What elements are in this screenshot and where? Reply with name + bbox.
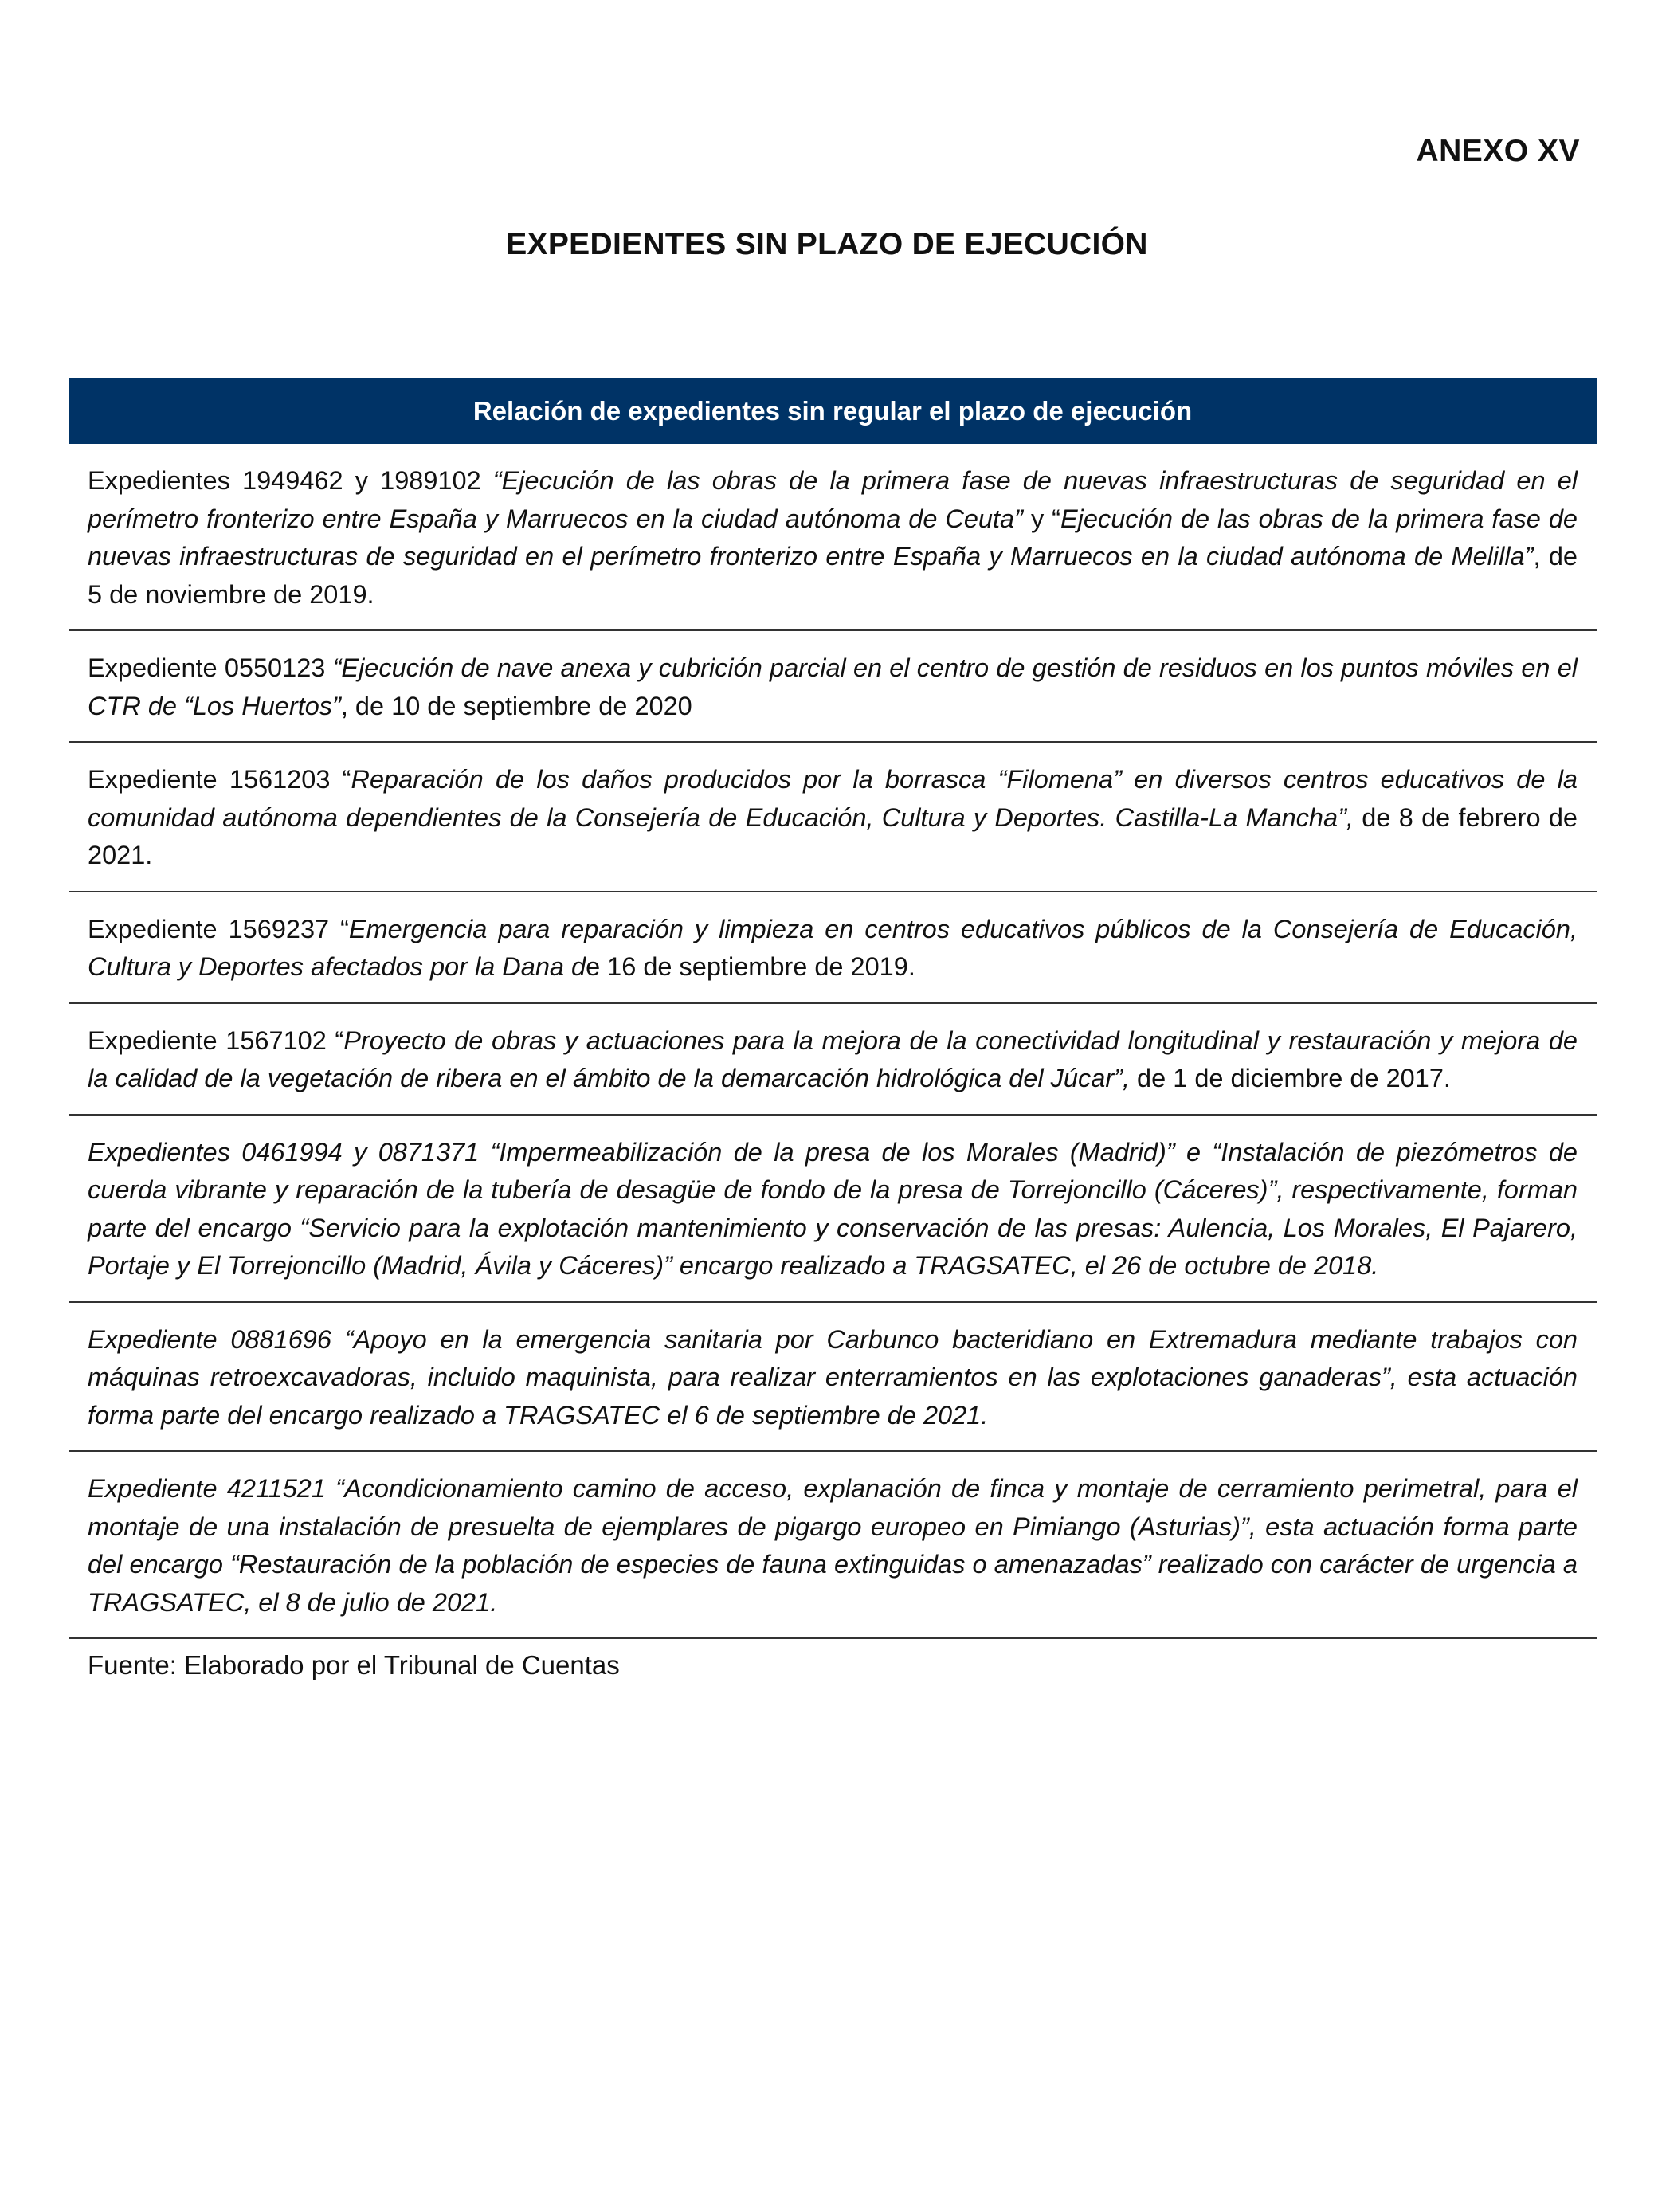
row-text: Expediente 0881696 “Apoyo en la emergencia sanitaria por Carbunco bacteridiano en Extremadura mediante trabajos con máquinas retroexcavadoras, incluido maquinista, para realizar enterramientos en las explotaciones ganaderas”, esta actuación forma parte del encargo realizado a TRAGSATEC el 6 de septiembre de 2021. — [88, 1324, 1578, 1430]
expedientes-table — [69, 378, 1597, 1639]
table-row — [69, 631, 1597, 743]
row-text: Reparación de los daños producidos por la borrasca “Filomena” en diversos centros educativos de la comunidad autónoma dependientes de la Consejería de Educación, Cultura y Deportes. Castilla-La Mancha”, — [88, 765, 1578, 832]
table-header: Relación de expedientes sin regular el plazo de ejecución — [69, 378, 1597, 444]
row-text: Expediente 4211521 “Acondicionamiento camino de acceso, explanación de finca y montaje de cerramiento perimetral, para el montaje de una instalación de presuelta de ejemplares de pigargo europeo en Pimiango (Asturias)”, esta actuación forma parte del encargo “Restauración de la población de especies de fauna extinguidas o amenazadas” realizado con carácter de urgencia a TRAGSATEC, el 8 de julio de 2021. — [88, 1474, 1578, 1617]
source-note: Fuente: Elaborado por el Tribunal de Cuentas — [88, 1650, 620, 1680]
row-text: “Ejecución de las obras de la primera fase de nuevas infraestructuras de seguridad en el perímetro fronterizo entre España y Marruecos en la ciudad autónoma de Ceuta” — [88, 466, 1578, 533]
table-row — [69, 1004, 1597, 1116]
table-row — [69, 1452, 1597, 1639]
row-text: e 16 de septiembre de 2019. — [586, 952, 915, 981]
table-row — [69, 444, 1597, 631]
table-row — [69, 892, 1597, 1004]
row-text: Expediente 1561203 “ — [88, 765, 351, 794]
row-text: y “ — [1022, 504, 1060, 533]
row-text: , de 5 de noviembre de 2019. — [88, 542, 1578, 609]
row-text: Expediente 1569237 “ — [88, 914, 349, 943]
table-row — [69, 1116, 1597, 1303]
row-text: Emergencia para reparación y limpieza en centros educativos públicos de la Consejería de Educación, Cultura y Deportes afectados por la Dana d — [88, 914, 1578, 981]
row-text: “Ejecución de nave anexa y cubrición parcial en el centro de gestión de residuos en los puntos móviles en el CTR de “Los Huertos” — [88, 653, 1578, 720]
row-text: de 1 de diciembre de 2017. — [1130, 1064, 1451, 1092]
row-text: , de 10 de septiembre de 2020 — [340, 691, 692, 720]
row-text: Proyecto de obras y actuaciones para la mejora de la conectividad longitudinal y restauración y mejora de la calidad de la vegetación de ribera en el ámbito de la demarcación hidrológica del Júcar”, — [88, 1026, 1578, 1092]
row-text: Expedientes 1949462 y 1989102 — [88, 466, 493, 495]
annex-label: ANEXO XV — [1416, 134, 1580, 168]
table-row — [69, 743, 1597, 892]
table-row — [69, 1303, 1597, 1453]
row-text: Expediente 1567102 “ — [88, 1026, 344, 1055]
row-text: Expediente 0550123 — [88, 653, 333, 682]
row-text: Expedientes 0461994 y 0871371 “Impermeabilización de la presa de los Morales (Madrid)” e “Instalación de piezómetros de cuerda vibrante y reparación de la tubería de desagüe de fondo de la presa de Torrejoncillo (Cáceres)”, respectivamente, forman parte del encargo “Servicio para la explotación mantenimiento y conservación de las presas: Aulencia, Los Morales, El Pajarero, Portaje y El Torrejoncillo (Madrid, Ávila y Cáceres)” encargo realizado a TRAGSATEC, el 26 de octubre de 2018. — [88, 1137, 1578, 1280]
page-title: EXPEDIENTES SIN PLAZO DE EJECUCIÓN — [506, 227, 1148, 261]
row-text: de 8 de febrero de 2021. — [88, 802, 1578, 869]
row-text: Ejecución de las obras de la primera fase de nuevas infraestructuras de seguridad en el perímetro fronterizo entre España y Marruecos en la ciudad autónoma de Melilla” — [88, 504, 1578, 571]
